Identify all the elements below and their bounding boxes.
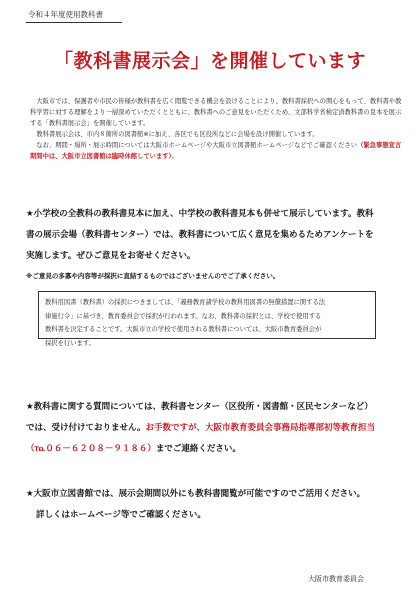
box-line-2: 律施行令」に基づき、教育委員会で採択が行われます。なお、教科書の採択とは、学校で使用する xyxy=(45,312,322,320)
intro-paragraph-3 xyxy=(30,140,406,162)
box-line-3: 教科書を決定することです。大阪市立の学校で使用される教科書については、大阪市教育委員会が xyxy=(45,326,322,334)
section3-line-1: ★大阪市立図書館では、展示会期間以外にも教科書閲覧が可能ですのでご活用ください。 xyxy=(26,489,366,499)
year-underline xyxy=(26,22,122,23)
intro-paragraph-1: 大阪市では、保護者や市民の皆様が教科書を広く閲覧できる機会を設けることにより、教科書採択への関心をもって、教科書や教科学習に対する理解をより一層深めていただくとともに、教科書へのご意見をいただくため、文部科学省検定済教科書の見本を展示する「教科書展示会」を開催しています。 xyxy=(30,98,402,128)
section2-line-3 xyxy=(26,439,404,460)
intro-p3-end: 。 xyxy=(171,153,178,161)
section1-line-1: ★小学校の全教科の教科書見本に加え、中学校の教科書見本も併せて展示しています。教科 xyxy=(26,209,374,219)
section2-line-1: ★教科書に関する質問については、教科書センター（区役所・図書館・区民センターなど） xyxy=(26,402,373,412)
closure-notice: （緊急事態宣言期間中は、大阪市立図書館は臨時休館しています） xyxy=(30,142,402,161)
box-line-1: 教科用図書（教科書）の採択につきましては、「義務教育諸学校の教科用図書の無償措置に関する法 xyxy=(45,299,326,306)
opinion-disclaimer: ※ご意見の多寡や内容等が採択に直結するものではございませんのでご了承ください。 xyxy=(26,272,280,280)
section-inquiries xyxy=(26,397,404,460)
section3-line-2: 詳しくはホームページ等でご確認ください。 xyxy=(36,510,206,520)
box-line-4: 採択を行います。 xyxy=(45,339,95,347)
section2-closing: までご連絡ください。 xyxy=(155,444,241,454)
intro-paragraph-2: 教科書展示会は、市内８箇所の図書館※に加え、各区でも区役所などに会場を設け開催しています。 xyxy=(36,131,319,139)
adoption-info-box xyxy=(38,291,376,347)
section1-line-3: 実施します。ぜひご意見をお寄せください。 xyxy=(26,251,196,261)
contact-phone: （℡０６－６２０８－９１８６） xyxy=(26,444,156,454)
section2-line-2 xyxy=(26,418,404,439)
page-title: 「教科書展示会」を開催しています xyxy=(53,50,366,72)
intro-p3-text: なお、期間・場所・展示時間については大阪市ホームページや大阪市立図書館ホームページなどでご確認ください xyxy=(36,142,358,150)
issuer-name: 大阪市教育委員会 xyxy=(308,575,364,583)
section-exhibit-info xyxy=(26,204,402,267)
year-label: 令和４年度使用教科書 xyxy=(28,10,103,19)
section-library xyxy=(26,484,404,526)
intro-text xyxy=(30,96,406,163)
contact-department: お手数ですが、大阪市教育委員会事務局指導部初等教育担当 xyxy=(145,423,376,433)
section2-plain-text: では、受け付けておりません。 xyxy=(26,423,146,433)
section1-line-2: 書の展示会場（教科書センター）では、教科書について広く意見を集めるためアンケートを xyxy=(26,230,374,240)
